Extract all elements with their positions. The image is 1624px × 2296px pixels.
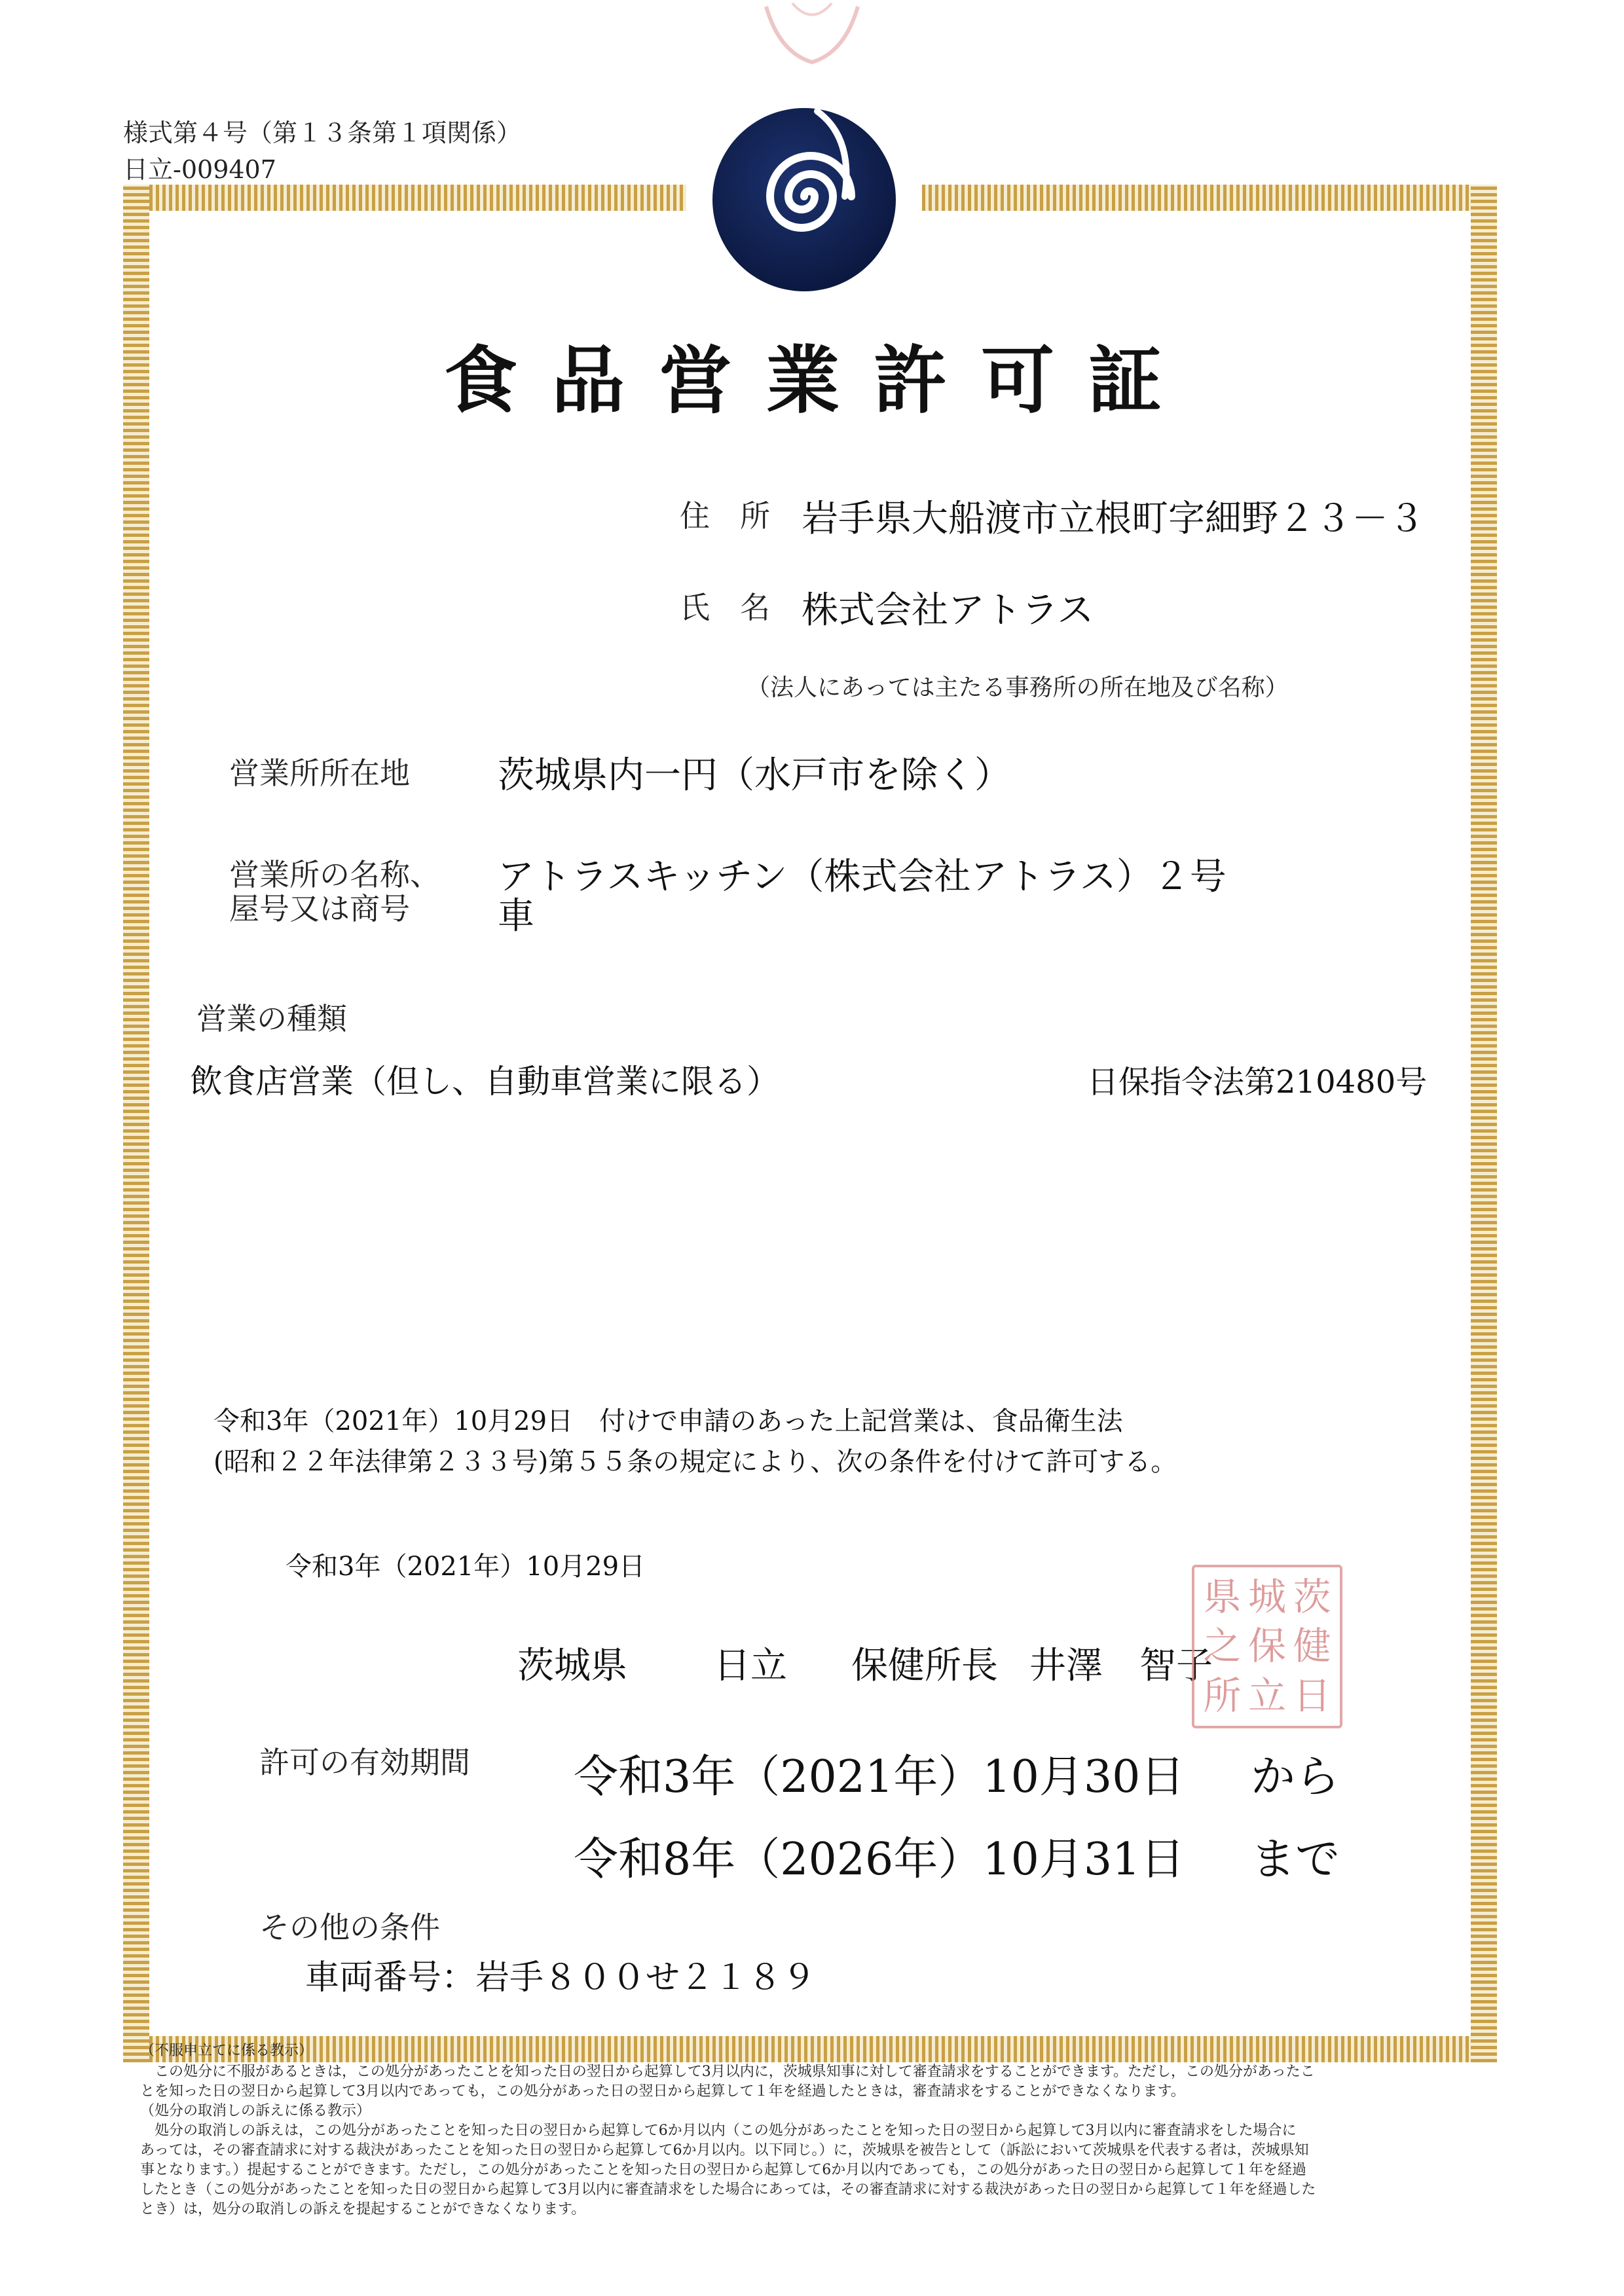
conditions-label: その他の条件: [259, 1910, 440, 1945]
validity-to-date: 令和8年（2026年）10月31日: [574, 1834, 1185, 1886]
issue-date: 令和3年（2021年）10月29日: [286, 1552, 646, 1582]
seal-char: 所: [1203, 1673, 1242, 1718]
vehicle-number: 車両番号：岩手８００せ２１８９: [305, 1958, 817, 1997]
seal-char: 之: [1203, 1624, 1242, 1669]
business-name-label-2: 屋号又は商号: [229, 891, 410, 926]
lawsuit-notice-line: 処分の取消しの訴えは，この処分があったことを知った日の翌日から起算して6か月以内（この処分があったことを知った日の翌日から起算して3月以内に審査請求をした場合に: [140, 2123, 1297, 2139]
issuer-title: 保健所長: [851, 1645, 998, 1687]
seal-char: 日: [1293, 1673, 1331, 1718]
applicant-address: 岩手県大船渡市立根町字細野２３－３: [802, 498, 1425, 540]
official-seal: [1192, 1565, 1342, 1728]
applicant-note: （法人にあっては主たる事務所の所在地及び名称）: [747, 674, 1289, 701]
prefecture-emblem-icon: [706, 98, 902, 295]
issuer-office: 日立: [714, 1645, 787, 1687]
lawsuit-notice-line: とき）は，処分の取消しの訴えを提起することができなくなります。: [140, 2201, 586, 2217]
name-label: 氏 名: [680, 590, 770, 625]
seal-char: 県: [1203, 1575, 1242, 1619]
applicant-name: 株式会社アトラス: [802, 589, 1094, 632]
validity-label: 許可の有効期間: [259, 1745, 470, 1780]
form-reference: 様式第４号（第１３条第１項関係）: [123, 118, 522, 147]
appeal-notice-line: この処分に不服があるときは，この処分があったことを知った日の翌日から起算して3月以内に，茨城県知事に対して審査請求をすることができます。ただし，この処分があったこ: [140, 2064, 1315, 2080]
lawsuit-notice-line: 事となります。）提起することができます。ただし，この処分があったことを知った日の翌日から起算して6か月以内であっても，この処分があった日の翌日から起算して１年を経過: [140, 2162, 1306, 2178]
business-name-label-1: 営業所の名称、: [229, 857, 440, 892]
lawsuit-notice-heading: （処分の取消しの訴えに係る教示）: [140, 2103, 371, 2119]
seal-char: 健: [1293, 1624, 1331, 1669]
appeal-notice-line: とを知った日の翌日から起算して3月以内であっても，この処分があった日の翌日から起算して１年を経過したときは，審査請求をすることができなくなります。: [140, 2083, 1185, 2100]
business-location: 茨城県内一円（水戸市を除く）: [498, 754, 1011, 797]
address-label: 住 所: [680, 498, 770, 534]
business-name-line1: アトラスキッチン（株式会社アトラス）２号: [498, 856, 1227, 898]
permit-statement-line1: 令和3年（2021年）10月29日 付けで申請のあった上記営業は、食品衛生法: [213, 1406, 1123, 1436]
page-title: 食品営業許可証: [444, 338, 1196, 424]
business-location-label: 営業所所在地: [229, 756, 410, 791]
issuer-prefecture: 茨城県: [517, 1645, 627, 1687]
seal-char: 立: [1247, 1673, 1286, 1718]
lawsuit-notice-line: あっては，その審査請求に対する裁決があったことを知った日の翌日から起算して6か月以内。以下同じ。）に，茨城県を被告として（訴訟において茨城県を代表する者は，茨城県知: [140, 2142, 1309, 2159]
business-type: 飲食店営業（但し、自動車営業に限る）: [190, 1063, 779, 1101]
business-type-label: 営業の種類: [196, 1001, 347, 1036]
seal-char: 茨: [1293, 1575, 1331, 1619]
seal-char: 保: [1247, 1624, 1286, 1669]
top-stamp-mark: [753, 0, 871, 72]
validity-from-date: 令和3年（2021年）10月30日: [574, 1751, 1185, 1803]
permit-statement-line2: (昭和２２年法律第２３３号)第５５条の規定により、次の条件を付けて許可する。: [213, 1447, 1177, 1477]
validity-from-word: から: [1251, 1751, 1340, 1803]
issuer-name: 井澤 智子: [1029, 1645, 1213, 1687]
validity-to-word: まで: [1251, 1834, 1340, 1886]
seal-char: 城: [1247, 1575, 1286, 1619]
business-name-line2: 車: [498, 895, 534, 938]
document-number: 日立-009407: [123, 155, 276, 184]
appeal-notice-heading: （不服申立てに係る教示）: [140, 2043, 314, 2059]
permit-number: 日保指令法第210480号: [1087, 1064, 1428, 1101]
lawsuit-notice-line: したとき（この処分があったことを知った日の翌日から起算して3月以内に審査請求をした場合にあっては，その審査請求に対する裁決があった日の翌日から起算して１年を経過した: [140, 2181, 1316, 2198]
